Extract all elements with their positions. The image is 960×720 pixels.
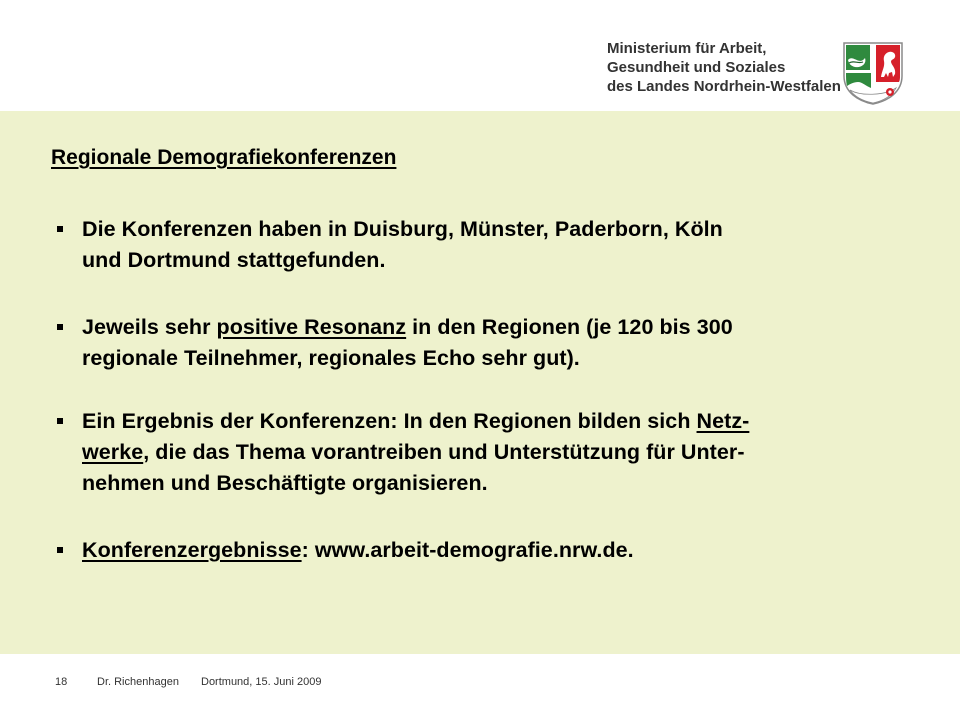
bullet-square-icon [57, 547, 63, 553]
ministry-line-3: des Landes Nordrhein-Westfalen [607, 78, 841, 95]
bullet-text: Ein Ergebnis der Konferenzen: In den Regionen bilden sich Netz- werke, die das Thema vorantreiben und Unterstützung für Unter- nehmen und Beschäftigte organisieren. [82, 409, 750, 495]
slide-title [51, 144, 396, 172]
bullet-item-resonance [57, 312, 937, 374]
slide-footer [0, 654, 960, 720]
slide-title-text: Regionale Demografiekonferenzen [51, 146, 397, 169]
bullet-text: Die Konferenzen haben in Duisburg, Münster, Paderborn, Köln und Dortmund stattgefunden. [82, 217, 723, 272]
nrw-coat-of-arms-icon [840, 40, 906, 106]
bullet-text [82, 535, 937, 566]
bullet-square-icon [57, 418, 63, 424]
slide-content [0, 111, 960, 654]
positive-resonance-text: positive Resonanz [216, 315, 407, 339]
networks-text-part2: werke [82, 440, 144, 464]
networks-text-part1: Netz- [696, 409, 750, 433]
ministry-line-1: Ministerium für Arbeit, [607, 40, 767, 57]
bullet-text: Jeweils sehr positive Resonanz in den Regionen (je 120 bis 300 regionale Teilnehmer, regionales Echo sehr gut). [82, 315, 733, 370]
conference-results-link[interactable]: Konferenzergebnisse [82, 538, 302, 562]
page-number: 18 [55, 676, 68, 688]
footer-author: Dr. Richenhagen [97, 676, 179, 688]
bullet-item-results [57, 535, 937, 566]
ministry-name [607, 39, 841, 96]
slide-header [0, 0, 960, 111]
bullet-square-icon [57, 324, 63, 330]
results-url-text: : www.arbeit-demografie.nrw.de. [301, 538, 634, 562]
ministry-line-2: Gesundheit und Soziales [607, 59, 786, 76]
bullet-item-networks [57, 406, 937, 499]
footer-place-date: Dortmund, 15. Juni 2009 [201, 676, 322, 688]
bullet-item-conferences [57, 214, 937, 276]
bullet-square-icon [57, 226, 63, 232]
